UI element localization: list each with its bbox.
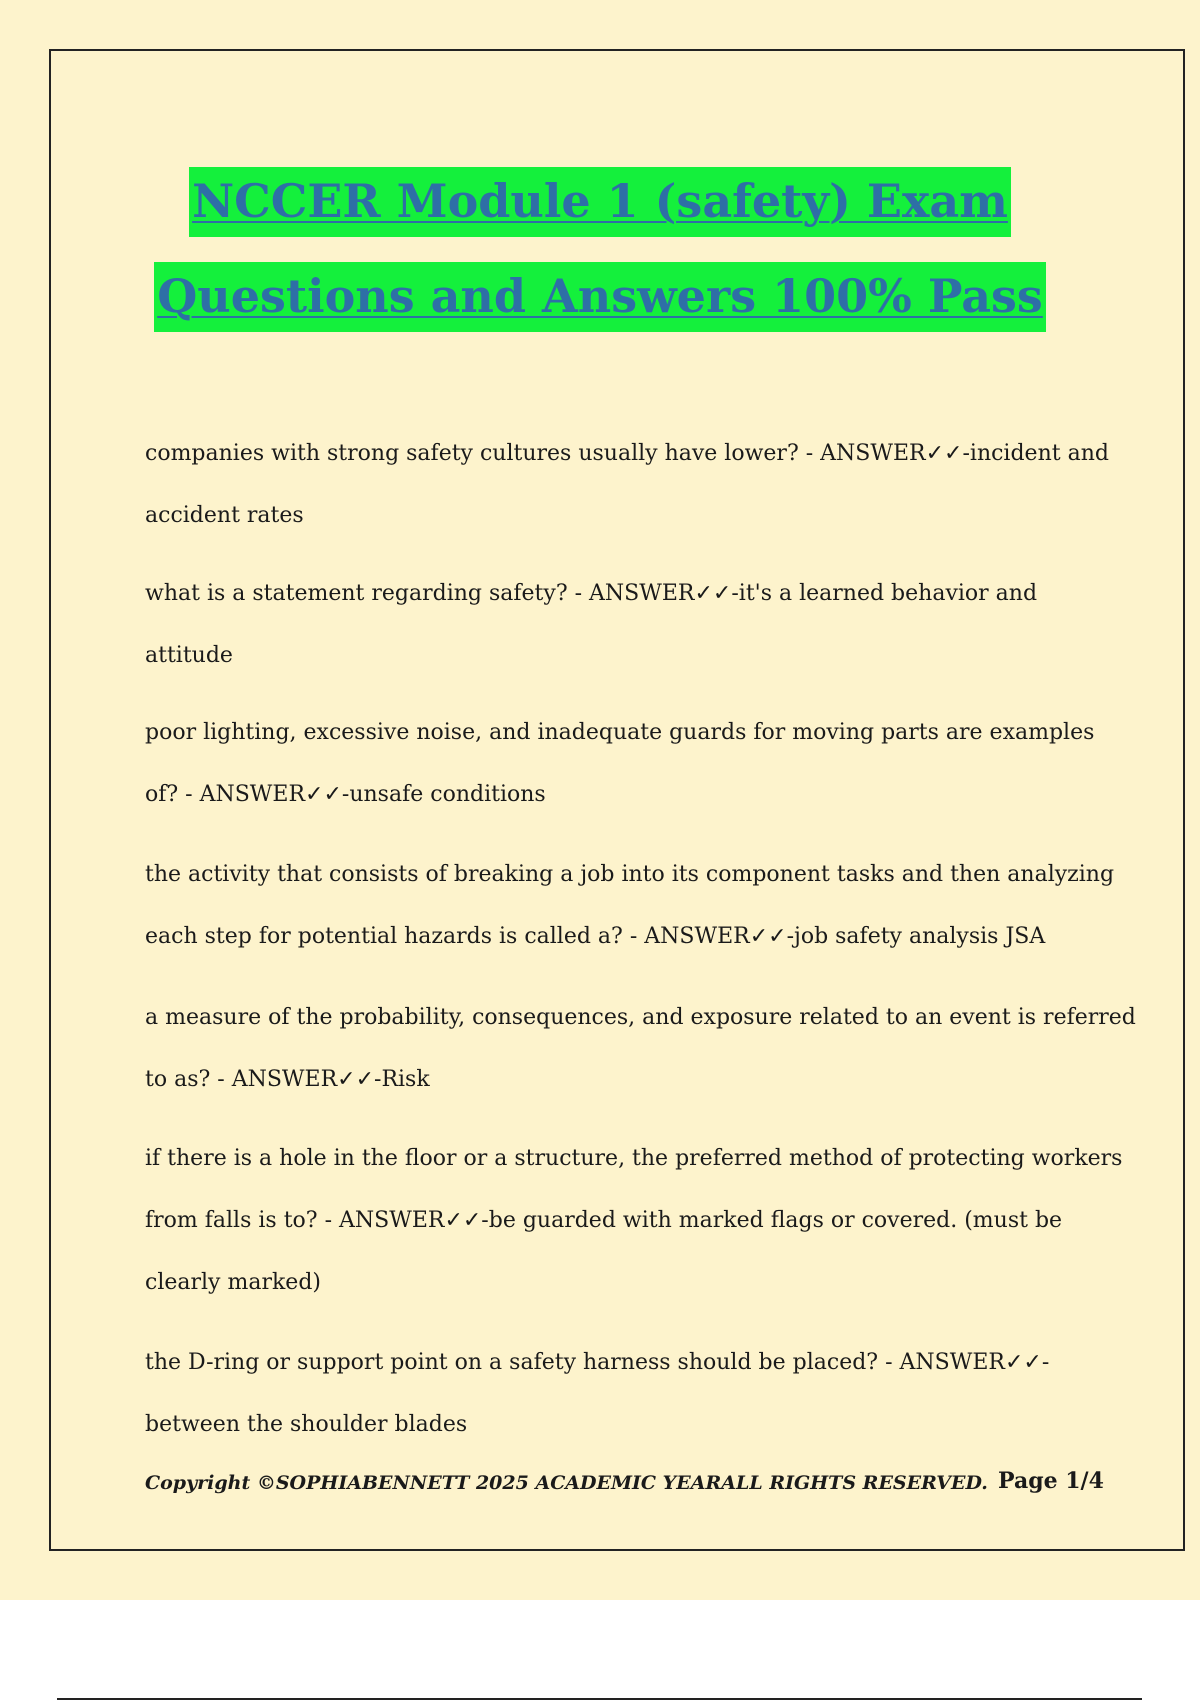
page-number: Page 1/4 — [998, 1468, 1104, 1494]
qa-line: between the shoulder blades — [145, 1412, 468, 1437]
qa-line: a measure of the probability, consequences, and exposure related to an event is referred — [145, 1005, 1136, 1030]
qa-line: from falls is to? - ANSWER✓✓-be guarded with marked flags or covered. (must be — [145, 1208, 1063, 1233]
qa-line: the activity that consists of breaking a job into its component tasks and then analyzing — [145, 862, 1115, 887]
qa-item — [145, 702, 1095, 826]
qa-line: accident rates — [145, 503, 304, 528]
qa-line: each step for potential hazards is called a? - ANSWER✓✓-job safety analysis JSA — [145, 924, 1046, 949]
title-highlight-1: NCCER Module 1 (safety) Exam — [189, 167, 1011, 237]
qa-line: attitude — [145, 643, 233, 668]
qa-line: what is a statement regarding safety? - ANSWER✓✓-it's a learned behavior and — [145, 581, 1038, 606]
qa-line: to as? - ANSWER✓✓-Risk — [145, 1067, 430, 1092]
qa-line: of? - ANSWER✓✓-unsafe conditions — [145, 782, 546, 807]
qa-line: poor lighting, excessive noise, and inadequate guards for moving parts are examples — [145, 720, 1095, 745]
qa-line: companies with strong safety cultures usually have lower? - ANSWER✓✓-incident and — [145, 441, 1109, 466]
qa-item — [145, 987, 1136, 1111]
title-highlight-2: Questions and Answers 100% Pass — [154, 262, 1046, 332]
footer-copyright: Copyright ©SOPHIABENNETT 2025 ACADEMIC YEARALL RIGHTS RESERVED. — [145, 1472, 988, 1494]
qa-item — [145, 844, 1115, 968]
qa-line: clearly marked) — [145, 1270, 321, 1295]
qa-item — [145, 1332, 1095, 1456]
document-title-line-2 — [0, 269, 1200, 323]
qa-item — [145, 1128, 1123, 1314]
qa-item — [145, 423, 1109, 547]
document-title-line-1 — [0, 174, 1200, 228]
qa-line: the D-ring or support point on a safety harness should be placed? - ANSWER✓✓- — [145, 1350, 1050, 1375]
qa-item — [145, 563, 1095, 687]
qa-line: if there is a hole in the floor or a structure, the preferred method of protecting workers — [145, 1146, 1123, 1171]
